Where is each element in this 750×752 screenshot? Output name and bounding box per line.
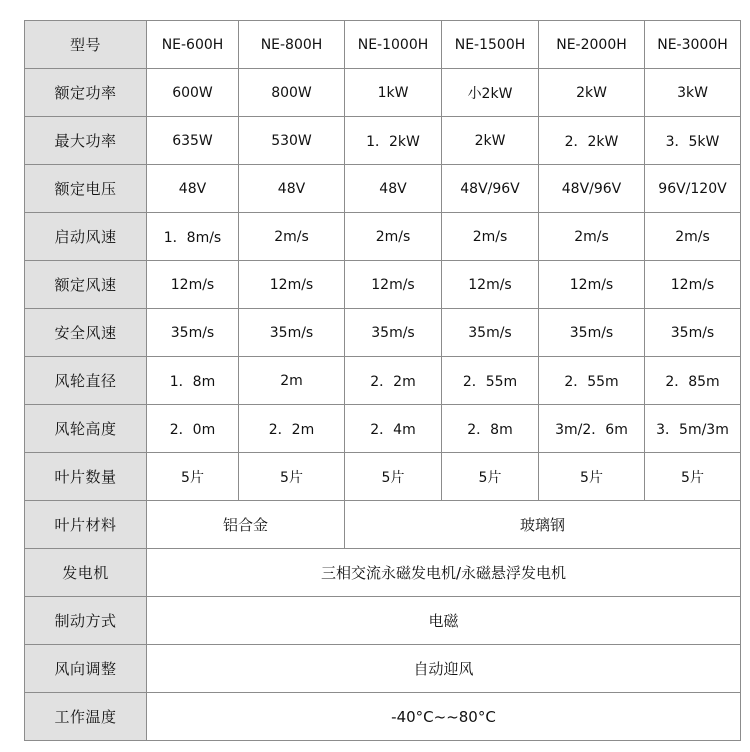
table-cell: 3．5m/3m	[645, 405, 741, 453]
table-cell: 35m/s	[645, 309, 741, 357]
table-cell: 48V/96V	[539, 165, 645, 213]
table-cell: 3m/2．6m	[539, 405, 645, 453]
table-cell: 2．55m	[539, 357, 645, 405]
table-cell: 2m/s	[539, 213, 645, 261]
table-cell: 48V/96V	[442, 165, 539, 213]
table-cell: 2．0m	[147, 405, 239, 453]
table-cell: 2kW	[539, 69, 645, 117]
table-cell: NE-800H	[239, 21, 345, 69]
table-cell: 635W	[147, 117, 239, 165]
table-cell: 35m/s	[239, 309, 345, 357]
table-cell: 48V	[147, 165, 239, 213]
table-cell: 1kW	[345, 69, 442, 117]
table-cell: 12m/s	[239, 261, 345, 309]
table-row	[25, 21, 741, 69]
row-label: 额定风速	[25, 261, 147, 309]
table-cell: 96V/120V	[645, 165, 741, 213]
table-row	[25, 453, 741, 501]
yaw-value: 自动迎风	[147, 645, 741, 693]
table-cell: 5片	[239, 453, 345, 501]
table-cell: 35m/s	[539, 309, 645, 357]
table-cell: 12m/s	[645, 261, 741, 309]
blade-material-aluminum: 铝合金	[147, 501, 345, 549]
table-row	[25, 405, 741, 453]
table-row	[25, 117, 741, 165]
table-cell: 5片	[147, 453, 239, 501]
row-label: 风向调整	[25, 645, 147, 693]
blade-material-fiberglass: 玻璃钢	[345, 501, 741, 549]
table-cell: 2．85m	[645, 357, 741, 405]
row-label: 风轮高度	[25, 405, 147, 453]
table-cell: 5片	[345, 453, 442, 501]
table-cell: 2m/s	[645, 213, 741, 261]
table-cell: 3．5kW	[645, 117, 741, 165]
table-cell: 1．2kW	[345, 117, 442, 165]
table-cell: 2．2kW	[539, 117, 645, 165]
row-yaw	[25, 645, 741, 693]
row-label: 额定功率	[25, 69, 147, 117]
table-cell: 600W	[147, 69, 239, 117]
table-cell: NE-1000H	[345, 21, 442, 69]
table-cell: 1．8m/s	[147, 213, 239, 261]
spec-table-body	[25, 21, 741, 741]
table-row	[25, 165, 741, 213]
row-braking	[25, 597, 741, 645]
table-cell: 小2kW	[442, 69, 539, 117]
row-label: 工作温度	[25, 693, 147, 741]
table-cell: 800W	[239, 69, 345, 117]
row-label: 最大功率	[25, 117, 147, 165]
table-cell: 2m/s	[239, 213, 345, 261]
row-label: 额定电压	[25, 165, 147, 213]
row-temperature	[25, 693, 741, 741]
table-cell: 35m/s	[147, 309, 239, 357]
table-cell: 48V	[239, 165, 345, 213]
braking-value: 电磁	[147, 597, 741, 645]
table-row	[25, 261, 741, 309]
table-cell: 2．8m	[442, 405, 539, 453]
table-cell: 5片	[539, 453, 645, 501]
table-cell: 2．2m	[345, 357, 442, 405]
table-row	[25, 69, 741, 117]
row-generator	[25, 549, 741, 597]
table-cell: 12m/s	[539, 261, 645, 309]
row-label: 叶片材料	[25, 501, 147, 549]
row-label: 安全风速	[25, 309, 147, 357]
table-row	[25, 213, 741, 261]
row-label: 叶片数量	[25, 453, 147, 501]
table-cell: NE-2000H	[539, 21, 645, 69]
table-cell: NE-3000H	[645, 21, 741, 69]
table-cell: 2．4m	[345, 405, 442, 453]
generator-value: 三相交流永磁发电机/永磁悬浮发电机	[147, 549, 741, 597]
row-label: 制动方式	[25, 597, 147, 645]
table-cell: 35m/s	[345, 309, 442, 357]
temperature-value: -40°C~~80°C	[147, 693, 741, 741]
row-label: 发电机	[25, 549, 147, 597]
table-cell: 5片	[442, 453, 539, 501]
table-cell: 2．2m	[239, 405, 345, 453]
spec-table	[24, 20, 741, 741]
table-cell: 3kW	[645, 69, 741, 117]
table-cell: 35m/s	[442, 309, 539, 357]
table-cell: 12m/s	[147, 261, 239, 309]
table-cell: 530W	[239, 117, 345, 165]
table-cell: 2m/s	[442, 213, 539, 261]
row-blade-material	[25, 501, 741, 549]
row-label: 型号	[25, 21, 147, 69]
table-cell: 1．8m	[147, 357, 239, 405]
table-cell: 48V	[345, 165, 442, 213]
table-cell: 2m	[239, 357, 345, 405]
table-cell: 2kW	[442, 117, 539, 165]
table-cell: 12m/s	[442, 261, 539, 309]
table-row	[25, 309, 741, 357]
table-row	[25, 357, 741, 405]
row-label: 风轮直径	[25, 357, 147, 405]
table-cell: 5片	[645, 453, 741, 501]
table-cell: NE-600H	[147, 21, 239, 69]
table-cell: NE-1500H	[442, 21, 539, 69]
row-label: 启动风速	[25, 213, 147, 261]
table-cell: 12m/s	[345, 261, 442, 309]
table-cell: 2．55m	[442, 357, 539, 405]
table-cell: 2m/s	[345, 213, 442, 261]
